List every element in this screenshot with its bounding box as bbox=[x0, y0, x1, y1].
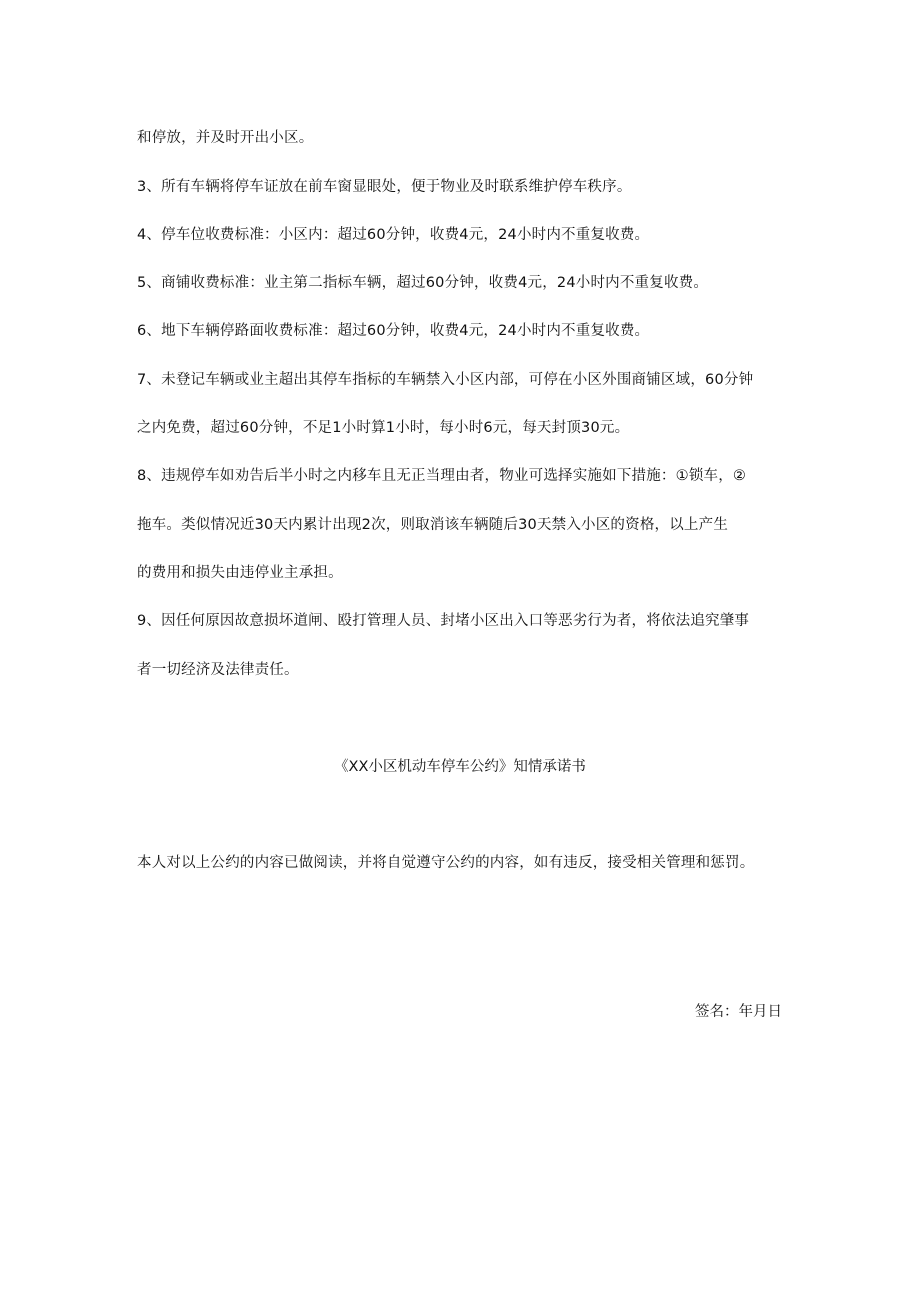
pledge-statement: 本人对以上公约的内容已做阅读，并将自觉遵守公约的内容，如有违反，接受相关管理和惩罚。 bbox=[137, 855, 755, 871]
rule-7-line-2: 之内免费，超过60分钟，不足1小时算1小时，每小时6元，每天封顶30元。 bbox=[137, 420, 630, 436]
rule-8-line-3: 的费用和损失由违停业主承担。 bbox=[137, 565, 343, 581]
signature-line: 签名：年月日 bbox=[695, 1004, 782, 1020]
rule-8-line-2: 拖车。类似情况近30天内累计出现2次，则取消该车辆随后30天禁入小区的资格，以上产生 bbox=[137, 517, 729, 533]
rule-5: 5、商铺收费标准：业主第二指标车辆，超过60分钟，收费4元，24小时内不重复收费。 bbox=[137, 275, 709, 291]
pledge-title: 《XX小区机动车停车公约》知情承诺书 bbox=[334, 759, 586, 775]
rule-9-line-1: 9、因任何原因故意损坏道闸、殴打管理人员、封堵小区出入口等恶劣行为者，将依法追究肇事 bbox=[137, 613, 750, 629]
rule-9-line-2: 者一切经济及法律责任。 bbox=[137, 662, 299, 678]
rule-3: 3、所有车辆将停车证放在前车窗显眼处，便于物业及时联系维护停车秩序。 bbox=[137, 179, 632, 195]
rule-6: 6、地下车辆停路面收费标准：超过60分钟，收费4元，24小时内不重复收费。 bbox=[137, 323, 650, 339]
rule-8-line-1: 8、违规停车如劝告后半小时之内移车且无正当理由者，物业可选择实施如下措施：①锁车，② bbox=[137, 468, 747, 484]
rule-line-continuation: 和停放，并及时开出小区。 bbox=[137, 130, 314, 146]
rule-4: 4、停车位收费标准：小区内：超过60分钟，收费4元，24小时内不重复收费。 bbox=[137, 227, 650, 243]
rule-7-line-1: 7、未登记车辆或业主超出其停车指标的车辆禁入小区内部，可停在小区外围商铺区域，60分钟 bbox=[137, 372, 754, 388]
